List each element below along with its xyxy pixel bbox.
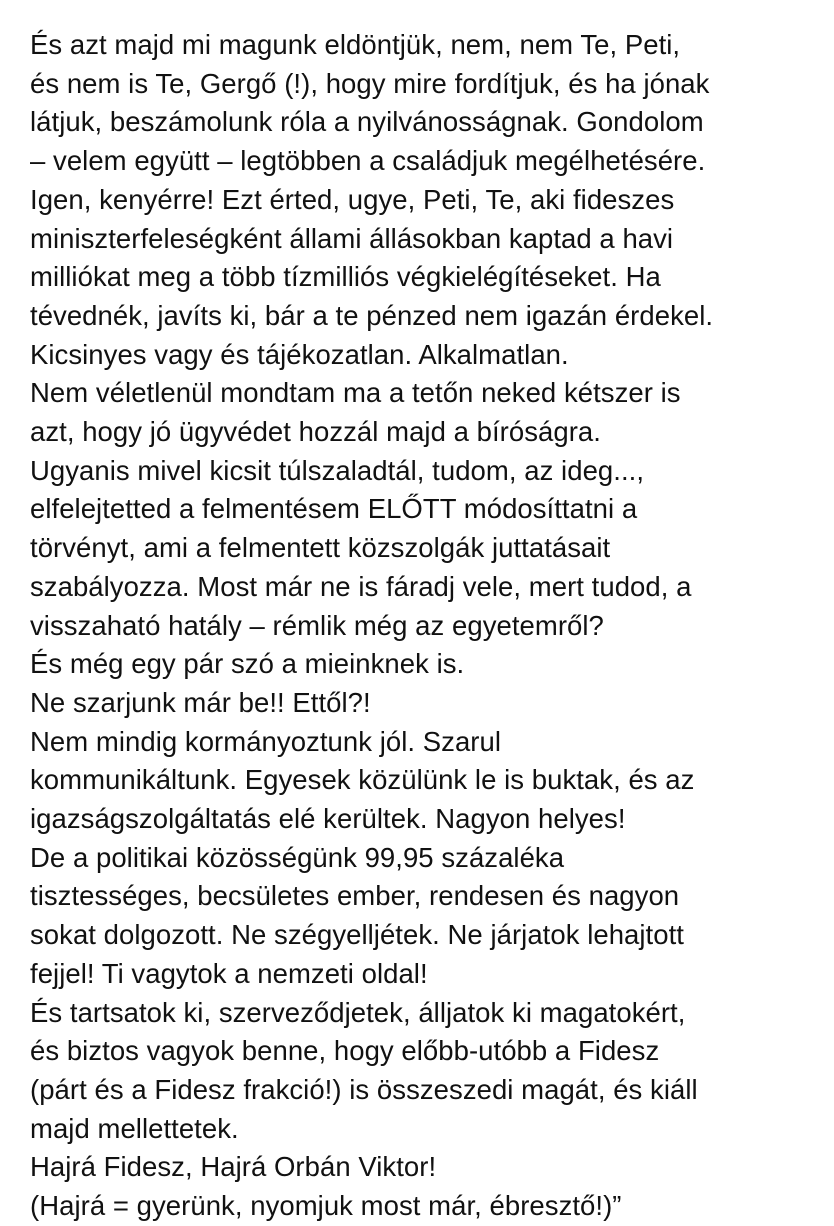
text-line: tévednék, javíts ki, bár a te pénzed nem igazán érdekel. [30, 299, 714, 331]
text-line: elfelejtetted a felmentésem ELŐTT módosíttatni a [30, 493, 638, 525]
text-line: igazságszolgáltatás elé kerültek. Nagyon helyes! [30, 803, 626, 835]
text-line: miniszterfeleségként állami állásokban kaptad a havi [30, 222, 674, 254]
text-line: Hajrá Fidesz, Hajrá Orbán Viktor! [30, 1151, 437, 1183]
text-line: – velem együtt – legtöbben a családjuk megélhetésére. [30, 145, 706, 177]
text-line: Kicsinyes vagy és tájékozatlan. Alkalmatlan. [30, 338, 569, 370]
text-line: (Hajrá = gyerünk, nyomjuk most már, ébresztő!)” [30, 1190, 622, 1222]
text-line: (párt és a Fidesz frakció!) is összeszedi magát, és kiáll [30, 1073, 698, 1105]
text-line: és biztos vagyok benne, hogy előbb-utóbb a Fidesz [30, 1035, 660, 1067]
text-line: látjuk, beszámolunk róla a nyilvánosságnak. Gondolom [30, 106, 704, 138]
text-line: tisztességes, becsületes ember, rendesen és nagyon [30, 880, 680, 912]
text-line: Ne szarjunk már be!! Ettől?! [30, 686, 371, 718]
text-line: sokat dolgozott. Ne szégyelljétek. Ne járjatok lehajtott [30, 919, 684, 951]
text-line: kommunikáltunk. Egyesek közülünk le is buktak, és az [30, 764, 695, 796]
text-line: fejjel! Ti vagytok a nemzeti oldal! [30, 957, 428, 989]
text-line: Igen, kenyérre! Ezt érted, ugye, Peti, Te, aki fideszes [30, 183, 675, 215]
text-line: és nem is Te, Gergő (!), hogy mire fordítjuk, és ha jónak [30, 67, 710, 99]
text-line: Nem véletlenül mondtam ma a tetőn neked kétszer is [30, 377, 681, 409]
text-line: milliókat meg a több tízmilliós végkielégítéseket. Ha [30, 261, 661, 293]
text-line: Ugyanis mivel kicsit túlszaladtál, tudom, az ideg..., [30, 454, 645, 486]
text-line: És azt majd mi magunk eldöntjük, nem, nem Te, Peti, [30, 29, 681, 60]
text-line: szabályozza. Most már ne is fáradj vele, mert tudod, a [30, 570, 692, 602]
text-line: azt, hogy jó ügyvédet hozzál majd a bíróságra. [30, 416, 601, 448]
text-line: És tartsatok ki, szerveződjetek, álljatok ki magatokért, [30, 996, 686, 1028]
text-line: Nem mindig kormányoztunk jól. Szarul [30, 725, 502, 757]
text-line: majd mellettetek. [30, 1112, 239, 1144]
text-line: De a politikai közösségünk 99,95 százaléka [30, 841, 565, 873]
text-line: visszaható hatály – rémlik még az egyetemről? [30, 609, 604, 641]
text-line: törvényt, ami a felmentett közszolgák juttatásait [30, 532, 611, 564]
post-body-text [30, 26, 820, 1226]
text-line: És még egy pár szó a mieinknek is. [30, 648, 465, 680]
